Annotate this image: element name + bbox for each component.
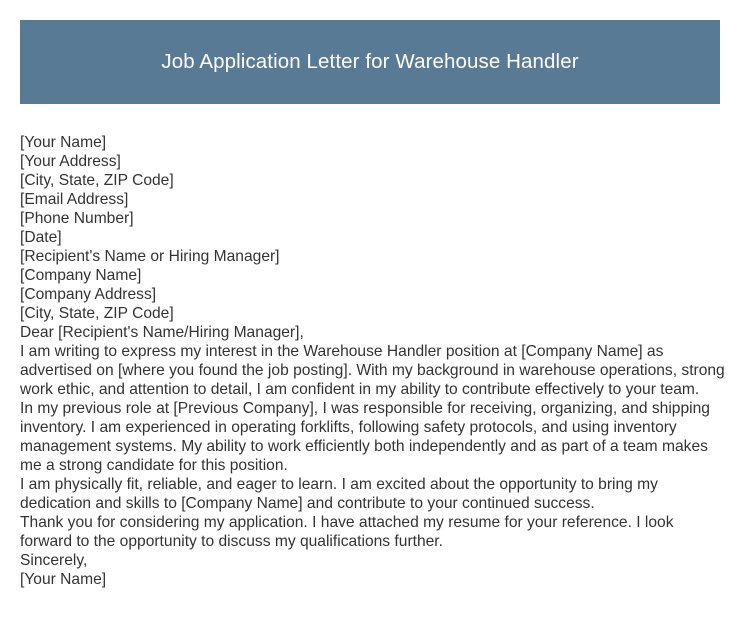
recipient-city-state-zip: [City, State, ZIP Code] <box>20 305 174 322</box>
paragraph-intro: I am writing to express my interest in the Warehouse Handler position at [Company Name] as advertised on [where you found the job posting]. With my background in warehouse operations, strong work ethic, and attention to detail, I am confident in my ability to contribute effectively to your team. <box>20 343 725 398</box>
signature: [Your Name] <box>20 571 107 588</box>
page-title: Job Application Letter for Warehouse Handler <box>161 50 579 73</box>
paragraph-experience: In my previous role at [Previous Company], I was responsible for receiving, organizing, and shipping inventory. I am experienced in operating forklifts, following safety protocols, and using inventory management systems. My ability to work efficiently both independently and as part of a team makes me a strong candidate for this position. <box>20 400 710 474</box>
sender-city-state-zip: [City, State, ZIP Code] <box>20 172 174 189</box>
salutation: Dear [Recipient's Name/Hiring Manager], <box>20 324 304 341</box>
paragraph-thanks: Thank you for considering my application. I have attached my resume for your reference. I look forward to the opportunity to discuss my qualifications further. <box>20 514 674 550</box>
sender-name: [Your Name] <box>20 134 107 151</box>
sender-address: [Your Address] <box>20 153 121 170</box>
title-banner <box>20 20 720 104</box>
closing: Sincerely, <box>20 552 88 569</box>
sender-email: [Email Address] <box>20 191 129 208</box>
sender-phone: [Phone Number] <box>20 210 134 227</box>
letter-body <box>20 133 726 589</box>
recipient-company-address: [Company Address] <box>20 286 157 303</box>
recipient-name: [Recipient's Name or Hiring Manager] <box>20 248 280 265</box>
recipient-company: [Company Name] <box>20 267 142 284</box>
paragraph-qualities: I am physically fit, reliable, and eager to learn. I am excited about the opportunity to bring my dedication and skills to [Company Name] and contribute to your continued success. <box>20 476 658 512</box>
letter-date: [Date] <box>20 229 62 246</box>
